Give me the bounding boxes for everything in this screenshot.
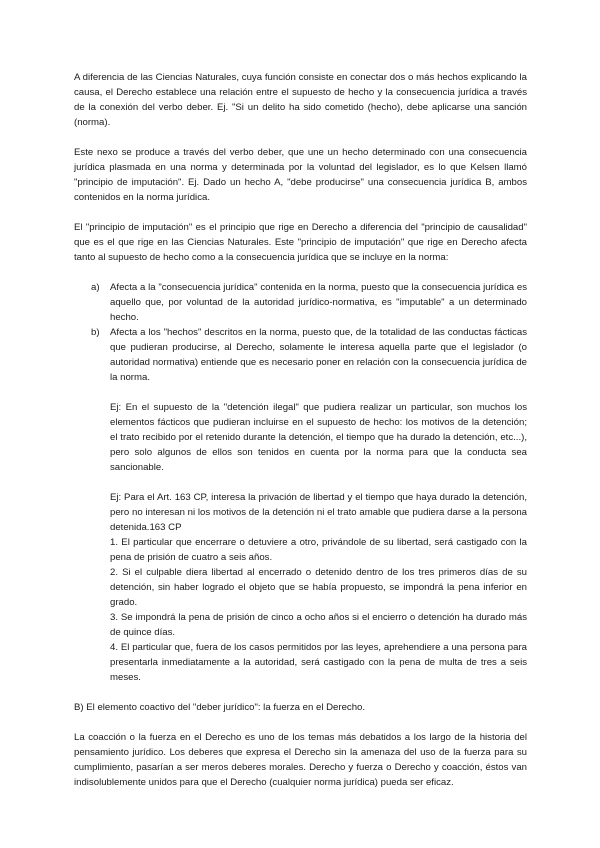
- section-b-body: La coacción o la fuerza en el Derecho es uno de los temas más debatidos a los largo de la historia del pensamiento jurídico. Los deberes que expresa el Derecho sin la amenaza del uso de la fuerza para su cumplimiento, pasarían a ser meros deberes morales. Derecho y fuerza o Derecho y coacción, éstos van indisolublemente unidos para que el Derecho (cualquier norma jurídica) pueda ser eficaz.: [74, 732, 527, 788]
- paragraph-intro: A diferencia de las Ciencias Naturales, cuya función consiste en conectar dos o más hechos explicando la causa, el Derecho establece una relación entre el supuesto de hecho y la consecuencia jurídica a través de la conexión del verbo deber. Ej. "Si un delito ha sido cometido (hecho), debe aplicarse una sanción (norma).: [74, 72, 527, 128]
- list-marker: a): [91, 282, 100, 293]
- example-detencion-ilegal: Ej: En el supuesto de la "detención ilegal" que pudiera realizar un particular, son muchos los elementos fácticos que pudieran incluirse en el supuesto de hecho: los motivos de la detención; el trato recibido por el retenido durante la detención, el tiempo que ha durado la detención, etc...), pero solo algunos de ellos son tenidos en cuenta por la norma para que la conducta sea sancionable.: [110, 402, 527, 473]
- article-item: 3. Se impondrá la pena de prisión de cinco a ocho años si el encierro o detención ha durado más de quince días.: [110, 612, 527, 638]
- list-marker: b): [91, 327, 100, 338]
- examples-block: [110, 400, 527, 685]
- article-item: 2. Si el culpable diera libertad al encerrado o detenido dentro de los tres primeros días de su detención, sin haber logrado el objeto que se había propuesto, se impondrá la pena inferior en grado.: [110, 567, 527, 608]
- list-item-text: Afecta a los "hechos" descritos en la norma, puesto que, de la totalidad de las conductas fácticas que pudieran producirse, al Derecho, solamente le interesa aquella parte que el legislador (o autoridad normativa) entiende que es necesario poner en relación con la consecuencia jurídica de la norma.: [110, 327, 527, 383]
- article-item: 1. El particular que encerrare o detuviere a otro, privándole de su libertad, será castigado con la pena de prisión de cuatro a seis años.: [110, 537, 527, 563]
- section-b-title: B) El elemento coactivo del "deber jurídico": la fuerza en el Derecho.: [74, 702, 366, 713]
- list-item-text: Afecta a la "consecuencia jurídica" contenida en la norma, puesto que la consecuencia jurídica es aquello que, por voluntad de la autoridad jurídico-normativa, es "imputable" a un determinado hecho.: [110, 282, 527, 323]
- paragraph-nexo: Este nexo se produce a través del verbo deber, que une un hecho determinado con una consecuencia jurídica plasmada en una norma y determinada por la voluntad del legislador, es lo que Kelsen llamó "principio de imputación". Ej. Dado un hecho A, "debe producirse" una consecuencia jurídica B, ambos contenidos en la norma jurídica.: [74, 147, 527, 203]
- list-item: [74, 280, 527, 325]
- article-item: 4. El particular que, fuera de los casos permitidos por las leyes, aprehendiere a una persona para presentarla inmediatamente a la autoridad, será castigado con la pena de multa de tres a seis meses.: [110, 642, 527, 683]
- list-item: [74, 325, 527, 385]
- paragraph-principio: El "principio de imputación" es el principio que rige en Derecho a diferencia del "principio de causalidad" que es el que rige en las Ciencias Naturales. Este "principio de imputación" que rige en Derecho afecta tanto al supuesto de hecho como a la consecuencia jurídica que se incluye en la norma:: [74, 222, 527, 263]
- imputation-list: [74, 280, 527, 385]
- example-art-163-intro: Ej: Para el Art. 163 CP, interesa la privación de libertad y el tiempo que haya durado la detención, pero no interesan ni los motivos de la detención ni el trato amable que pudiera darse a la persona detenida.163 CP: [110, 492, 527, 533]
